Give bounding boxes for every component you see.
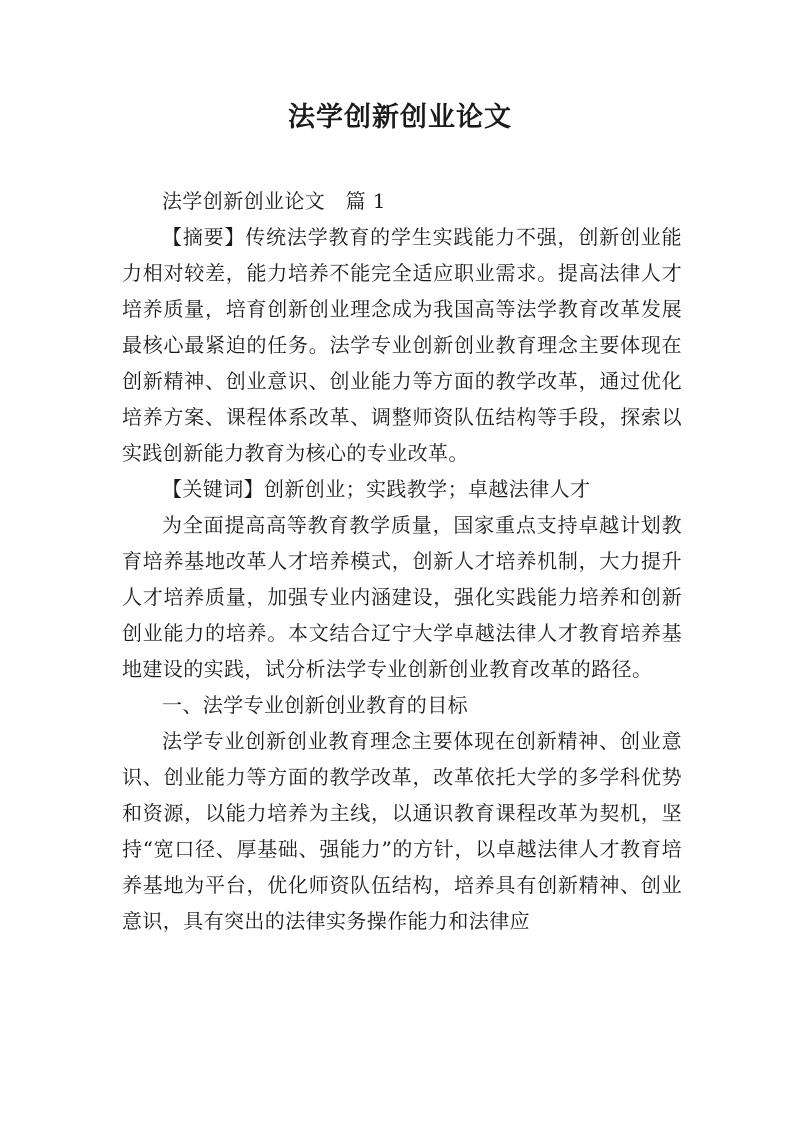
section-paragraph: 法学专业创新创业教育理念主要体现在创新精神、创业意识、创业能力等方面的教学改革，改革依托大学的多学科优势和资源，以能力培养为主线，以通识教育课程改革为契机，坚持“宽口径、厚基础、强能力”的方针，以卓越法律人才教育培养基地为平台，优化师资队伍结构，培养具有创新精神、创业意识，具有突出的法律实务操作能力和法律应 [122,729,682,933]
abstract-paragraph: 【摘要】传统法学教育的学生实践能力不强，创新创业能力相对较差，能力培养不能完全适应职业需求。提高法律人才培养质量，培育创新创业理念成为我国高等法学教育改革发展最核心最紧迫的任务。法学专业创新创业教育理念主要体现在创新精神、创业意识、创业能力等方面的教学改革，通过优化培养方案、课程体系改革、调整师资队伍结构等手段，探索以实践创新能力教育为核心的专业改革。 [122,225,682,465]
keywords-paragraph: 【关键词】创新创业；实践教学；卓越法律人才 [162,477,591,501]
document-title: 法学创新创业论文 [288,102,512,133]
intro-paragraph: 为全面提高高等教育教学质量，国家重点支持卓越计划教育培养基地改革人才培养模式，创新人才培养机制，大力提升人才培养质量，加强专业内涵建设，强化实践能力培养和创新创业能力的培养。本文结合辽宁大学卓越法律人才教育培养基地建设的实践，试分析法学专业创新创业教育改革的路径。 [122,513,682,681]
article-subtitle: 法学创新创业论文 篇 1 [162,189,386,213]
document-body [122,183,682,939]
section-heading: 一、法学专业创新创业教育的目标 [162,693,468,717]
